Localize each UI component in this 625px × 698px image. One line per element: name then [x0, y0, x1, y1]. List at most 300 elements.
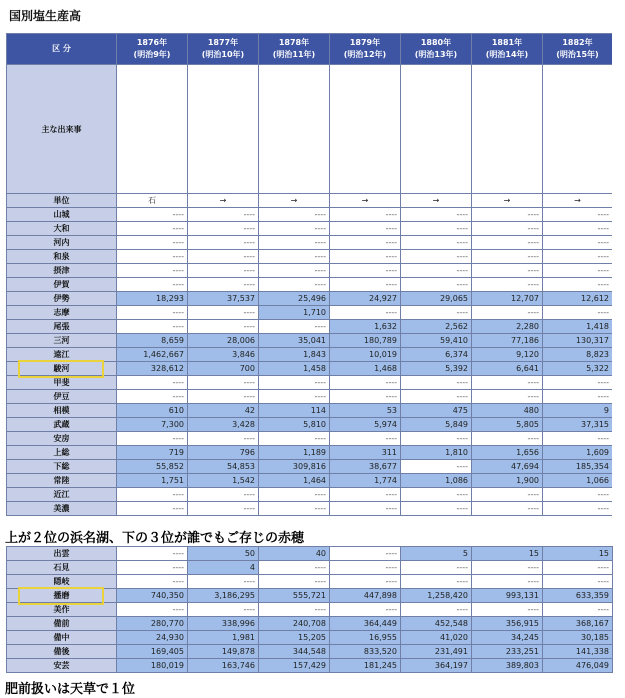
- value-cell: 1,066: [543, 474, 613, 488]
- province-name: 美作: [7, 603, 117, 617]
- section-header: 区 分: [7, 34, 117, 65]
- value-cell: ----: [330, 502, 401, 516]
- value-cell: ----: [188, 432, 259, 446]
- value-cell: ----: [401, 222, 472, 236]
- value-cell: 1,464: [259, 474, 330, 488]
- value-cell: ----: [117, 306, 188, 320]
- year-label: 1881年: [491, 38, 523, 47]
- value-cell: 185,354: [543, 460, 613, 474]
- value-cell: ----: [401, 208, 472, 222]
- value-cell: ----: [259, 278, 330, 292]
- value-cell: ----: [188, 502, 259, 516]
- value-cell: ----: [543, 376, 613, 390]
- value-cell: 9,120: [472, 348, 543, 362]
- value-cell: 4: [188, 561, 259, 575]
- province-name: 山城: [7, 208, 117, 222]
- era-label: (明治13年): [414, 50, 458, 59]
- value-cell: 1,632: [330, 320, 401, 334]
- value-cell: 50: [188, 547, 259, 561]
- value-cell: ----: [543, 575, 613, 589]
- value-cell: ----: [472, 208, 543, 222]
- year-header: [543, 34, 613, 65]
- value-cell: ----: [330, 222, 401, 236]
- value-cell: 993,131: [472, 589, 543, 603]
- value-cell: 633,359: [543, 589, 613, 603]
- value-cell: 141,338: [543, 645, 613, 659]
- province-name: 三河: [7, 334, 117, 348]
- value-cell: 10,019: [330, 348, 401, 362]
- value-cell: 25,496: [259, 292, 330, 306]
- province-name: 出雲: [7, 547, 117, 561]
- province-row: [7, 659, 613, 673]
- unit-cell: →: [188, 194, 259, 208]
- value-cell: 1,418: [543, 320, 613, 334]
- value-cell: ----: [117, 390, 188, 404]
- value-cell: 1,900: [472, 474, 543, 488]
- province-name: 下総: [7, 460, 117, 474]
- value-cell: 555,721: [259, 589, 330, 603]
- year-header: [117, 34, 188, 65]
- value-cell: ----: [543, 488, 613, 502]
- province-name: 安芸: [7, 659, 117, 673]
- value-cell: ----: [188, 603, 259, 617]
- value-cell: ----: [259, 208, 330, 222]
- value-cell: ----: [472, 561, 543, 575]
- unit-cell: →: [330, 194, 401, 208]
- value-cell: 447,898: [330, 589, 401, 603]
- province-row: [7, 432, 613, 446]
- value-cell: 180,789: [330, 334, 401, 348]
- province-name: 上総: [7, 446, 117, 460]
- province-row: [7, 561, 613, 575]
- value-cell: 338,996: [188, 617, 259, 631]
- value-cell: ----: [401, 460, 472, 474]
- value-cell: ----: [472, 376, 543, 390]
- year-label: 1882年: [562, 38, 593, 47]
- value-cell: ----: [472, 390, 543, 404]
- value-cell: ----: [401, 432, 472, 446]
- value-cell: 59,410: [401, 334, 472, 348]
- unit-cell: →: [401, 194, 472, 208]
- value-cell: ----: [543, 603, 613, 617]
- province-name: 常陸: [7, 474, 117, 488]
- event-cell: [188, 65, 259, 194]
- middle-caption: 上が２位の浜名湖、下の３位が誰でもご存じの赤穂: [5, 531, 305, 546]
- value-cell: ----: [472, 488, 543, 502]
- value-cell: ----: [472, 250, 543, 264]
- value-cell: ----: [188, 278, 259, 292]
- value-cell: 1,258,420: [401, 589, 472, 603]
- value-cell: 29,065: [401, 292, 472, 306]
- province-row: [7, 502, 613, 516]
- year-header: [401, 34, 472, 65]
- value-cell: ----: [259, 390, 330, 404]
- event-cell: [330, 65, 401, 194]
- value-cell: ----: [188, 376, 259, 390]
- value-cell: ----: [543, 390, 613, 404]
- era-label: (明治14年): [485, 50, 529, 59]
- value-cell: ----: [259, 222, 330, 236]
- province-name: 備前: [7, 617, 117, 631]
- province-name: 大和: [7, 222, 117, 236]
- salt-production-table-bottom: [6, 546, 613, 673]
- value-cell: 480: [472, 404, 543, 418]
- value-cell: ----: [117, 250, 188, 264]
- value-cell: 796: [188, 446, 259, 460]
- value-cell: ----: [188, 306, 259, 320]
- province-row: [7, 320, 613, 334]
- province-row: [7, 334, 613, 348]
- value-cell: ----: [330, 547, 401, 561]
- value-cell: ----: [117, 320, 188, 334]
- value-cell: ----: [401, 502, 472, 516]
- event-cell: [472, 65, 543, 194]
- value-cell: 9: [543, 404, 613, 418]
- value-cell: 1,609: [543, 446, 613, 460]
- province-row: [7, 404, 613, 418]
- value-cell: 833,520: [330, 645, 401, 659]
- value-cell: 24,930: [117, 631, 188, 645]
- value-cell: 38,677: [330, 460, 401, 474]
- value-cell: 2,280: [472, 320, 543, 334]
- value-cell: 364,449: [330, 617, 401, 631]
- value-cell: 328,612: [117, 362, 188, 376]
- value-cell: 610: [117, 404, 188, 418]
- value-cell: ----: [330, 250, 401, 264]
- value-cell: ----: [259, 320, 330, 334]
- unit-row: [7, 194, 613, 208]
- value-cell: 114: [259, 404, 330, 418]
- value-cell: 41,020: [401, 631, 472, 645]
- value-cell: ----: [472, 306, 543, 320]
- province-name: 播磨: [7, 589, 117, 603]
- province-name: 志摩: [7, 306, 117, 320]
- value-cell: ----: [401, 264, 472, 278]
- value-cell: 719: [117, 446, 188, 460]
- era-label: (明治15年): [556, 50, 599, 59]
- era-label: (明治10年): [201, 50, 245, 59]
- province-name: 石見: [7, 561, 117, 575]
- unit-cell: →: [543, 194, 613, 208]
- province-row: [7, 418, 613, 432]
- value-cell: ----: [117, 561, 188, 575]
- event-cell: [259, 65, 330, 194]
- value-cell: 15: [543, 547, 613, 561]
- era-label: (明治11年): [272, 50, 316, 59]
- value-cell: ----: [472, 432, 543, 446]
- value-cell: 389,803: [472, 659, 543, 673]
- value-cell: 42: [188, 404, 259, 418]
- value-cell: 130,317: [543, 334, 613, 348]
- value-cell: ----: [543, 264, 613, 278]
- value-cell: 3,428: [188, 418, 259, 432]
- value-cell: 1,468: [330, 362, 401, 376]
- value-cell: 55,852: [117, 460, 188, 474]
- value-cell: 2,562: [401, 320, 472, 334]
- province-row: [7, 264, 613, 278]
- province-name: 伊賀: [7, 278, 117, 292]
- value-cell: ----: [117, 502, 188, 516]
- province-name: 和泉: [7, 250, 117, 264]
- highlight-box-harima: [18, 587, 104, 605]
- province-name: 美濃: [7, 502, 117, 516]
- value-cell: ----: [188, 250, 259, 264]
- province-row: [7, 460, 613, 474]
- province-name: 備中: [7, 631, 117, 645]
- value-cell: 1,462,667: [117, 348, 188, 362]
- value-cell: ----: [117, 222, 188, 236]
- value-cell: 740,350: [117, 589, 188, 603]
- value-cell: ----: [401, 390, 472, 404]
- value-cell: ----: [330, 390, 401, 404]
- value-cell: 8,659: [117, 334, 188, 348]
- value-cell: ----: [401, 306, 472, 320]
- value-cell: 180,019: [117, 659, 188, 673]
- value-cell: ----: [401, 561, 472, 575]
- value-cell: 1,981: [188, 631, 259, 645]
- value-cell: ----: [259, 502, 330, 516]
- province-row: [7, 547, 613, 561]
- header-row: [7, 34, 613, 65]
- year-label: 1880年: [420, 38, 452, 47]
- province-row: [7, 292, 613, 306]
- value-cell: 233,251: [472, 645, 543, 659]
- value-cell: 5: [401, 547, 472, 561]
- value-cell: 476,049: [543, 659, 613, 673]
- value-cell: 53: [330, 404, 401, 418]
- value-cell: 12,707: [472, 292, 543, 306]
- value-cell: 30,185: [543, 631, 613, 645]
- value-cell: 16,955: [330, 631, 401, 645]
- value-cell: 475: [401, 404, 472, 418]
- value-cell: 12,612: [543, 292, 613, 306]
- value-cell: ----: [188, 320, 259, 334]
- province-row: [7, 645, 613, 659]
- value-cell: 1,751: [117, 474, 188, 488]
- value-cell: ----: [259, 250, 330, 264]
- value-cell: ----: [401, 488, 472, 502]
- value-cell: ----: [472, 222, 543, 236]
- value-cell: 5,810: [259, 418, 330, 432]
- province-name: 河内: [7, 236, 117, 250]
- value-cell: ----: [259, 561, 330, 575]
- value-cell: ----: [401, 603, 472, 617]
- value-cell: 15: [472, 547, 543, 561]
- value-cell: ----: [330, 376, 401, 390]
- value-cell: ----: [401, 236, 472, 250]
- province-row: [7, 222, 613, 236]
- value-cell: 3,186,295: [188, 589, 259, 603]
- value-cell: 344,548: [259, 645, 330, 659]
- value-cell: ----: [330, 278, 401, 292]
- value-cell: ----: [472, 603, 543, 617]
- value-cell: ----: [401, 575, 472, 589]
- bottom-caption: 肥前扱いは天草で１位: [5, 682, 136, 697]
- value-cell: 163,746: [188, 659, 259, 673]
- value-cell: ----: [117, 488, 188, 502]
- value-cell: 169,405: [117, 645, 188, 659]
- value-cell: 34,245: [472, 631, 543, 645]
- province-row: [7, 278, 613, 292]
- value-cell: ----: [259, 603, 330, 617]
- province-row: [7, 306, 613, 320]
- value-cell: 181,245: [330, 659, 401, 673]
- value-cell: 6,374: [401, 348, 472, 362]
- value-cell: 452,548: [401, 617, 472, 631]
- unit-label: 単位: [7, 194, 117, 208]
- value-cell: 368,167: [543, 617, 613, 631]
- value-cell: 5,392: [401, 362, 472, 376]
- events-row: [7, 65, 613, 194]
- value-cell: 15,205: [259, 631, 330, 645]
- value-cell: 5,974: [330, 418, 401, 432]
- value-cell: 37,315: [543, 418, 613, 432]
- value-cell: ----: [117, 603, 188, 617]
- value-cell: 1,774: [330, 474, 401, 488]
- value-cell: 700: [188, 362, 259, 376]
- value-cell: ----: [117, 376, 188, 390]
- value-cell: 54,853: [188, 460, 259, 474]
- province-name: 武蔵: [7, 418, 117, 432]
- year-label: 1878年: [278, 38, 310, 47]
- value-cell: ----: [259, 575, 330, 589]
- value-cell: ----: [117, 208, 188, 222]
- value-cell: ----: [401, 250, 472, 264]
- province-name: 摂津: [7, 264, 117, 278]
- unit-cell: →: [259, 194, 330, 208]
- province-name: 近江: [7, 488, 117, 502]
- value-cell: 1,189: [259, 446, 330, 460]
- year-header: [188, 34, 259, 65]
- value-cell: ----: [543, 236, 613, 250]
- value-cell: 309,816: [259, 460, 330, 474]
- province-row: [7, 236, 613, 250]
- value-cell: ----: [401, 278, 472, 292]
- province-row: [7, 208, 613, 222]
- year-header: [330, 34, 401, 65]
- value-cell: 7,300: [117, 418, 188, 432]
- value-cell: 6,641: [472, 362, 543, 376]
- value-cell: 1,086: [401, 474, 472, 488]
- right-edge: [612, 33, 625, 533]
- province-name: 伊豆: [7, 390, 117, 404]
- value-cell: ----: [330, 208, 401, 222]
- value-cell: 149,878: [188, 645, 259, 659]
- province-row: [7, 474, 613, 488]
- value-cell: 240,708: [259, 617, 330, 631]
- value-cell: ----: [188, 222, 259, 236]
- year-header: [472, 34, 543, 65]
- era-label: (明治9年): [133, 50, 171, 59]
- province-row: [7, 631, 613, 645]
- value-cell: ----: [330, 432, 401, 446]
- province-name: 備後: [7, 645, 117, 659]
- value-cell: ----: [259, 376, 330, 390]
- value-cell: 47,694: [472, 460, 543, 474]
- value-cell: ----: [472, 264, 543, 278]
- value-cell: ----: [259, 236, 330, 250]
- value-cell: ----: [259, 432, 330, 446]
- province-row: [7, 488, 613, 502]
- value-cell: ----: [543, 250, 613, 264]
- province-name: 相模: [7, 404, 117, 418]
- value-cell: 364,197: [401, 659, 472, 673]
- value-cell: ----: [543, 278, 613, 292]
- province-row: [7, 390, 613, 404]
- province-row: [7, 617, 613, 631]
- value-cell: 40: [259, 547, 330, 561]
- value-cell: 280,770: [117, 617, 188, 631]
- value-cell: ----: [543, 208, 613, 222]
- value-cell: 18,293: [117, 292, 188, 306]
- year-label: 1879年: [349, 38, 381, 47]
- value-cell: ----: [117, 264, 188, 278]
- province-row: [7, 250, 613, 264]
- value-cell: ----: [117, 432, 188, 446]
- page-title: 国別塩生産高: [9, 9, 82, 23]
- value-cell: 28,006: [188, 334, 259, 348]
- value-cell: 1,458: [259, 362, 330, 376]
- value-cell: 77,186: [472, 334, 543, 348]
- value-cell: ----: [472, 502, 543, 516]
- value-cell: ----: [117, 547, 188, 561]
- province-name: 安房: [7, 432, 117, 446]
- value-cell: ----: [330, 264, 401, 278]
- value-cell: ----: [188, 575, 259, 589]
- value-cell: ----: [259, 488, 330, 502]
- province-name: 遠江: [7, 348, 117, 362]
- value-cell: ----: [188, 208, 259, 222]
- value-cell: 157,429: [259, 659, 330, 673]
- province-row: [7, 446, 613, 460]
- value-cell: ----: [401, 376, 472, 390]
- value-cell: 3,846: [188, 348, 259, 362]
- events-label: 主な出来事: [7, 65, 117, 194]
- value-cell: ----: [543, 222, 613, 236]
- province-row: [7, 603, 613, 617]
- year-label: 1877年: [207, 38, 239, 47]
- unit-cell: 石: [117, 194, 188, 208]
- value-cell: ----: [472, 575, 543, 589]
- value-cell: 311: [330, 446, 401, 460]
- value-cell: ----: [330, 575, 401, 589]
- value-cell: 1,656: [472, 446, 543, 460]
- value-cell: 5,849: [401, 418, 472, 432]
- value-cell: ----: [188, 390, 259, 404]
- value-cell: ----: [259, 264, 330, 278]
- value-cell: ----: [188, 236, 259, 250]
- value-cell: 356,915: [472, 617, 543, 631]
- year-label: 1876年: [136, 38, 168, 47]
- highlight-box-suruga: [18, 360, 104, 378]
- year-header: [259, 34, 330, 65]
- value-cell: ----: [330, 306, 401, 320]
- province-name: 甲斐: [7, 376, 117, 390]
- value-cell: 1,710: [259, 306, 330, 320]
- province-name: 伊勢: [7, 292, 117, 306]
- event-cell: [543, 65, 613, 194]
- value-cell: ----: [330, 488, 401, 502]
- value-cell: ----: [472, 236, 543, 250]
- value-cell: 37,537: [188, 292, 259, 306]
- salt-production-table-top: [6, 33, 613, 516]
- value-cell: ----: [117, 575, 188, 589]
- value-cell: 8,823: [543, 348, 613, 362]
- value-cell: 24,927: [330, 292, 401, 306]
- value-cell: ----: [543, 561, 613, 575]
- event-cell: [401, 65, 472, 194]
- province-name: 駿河: [7, 362, 117, 376]
